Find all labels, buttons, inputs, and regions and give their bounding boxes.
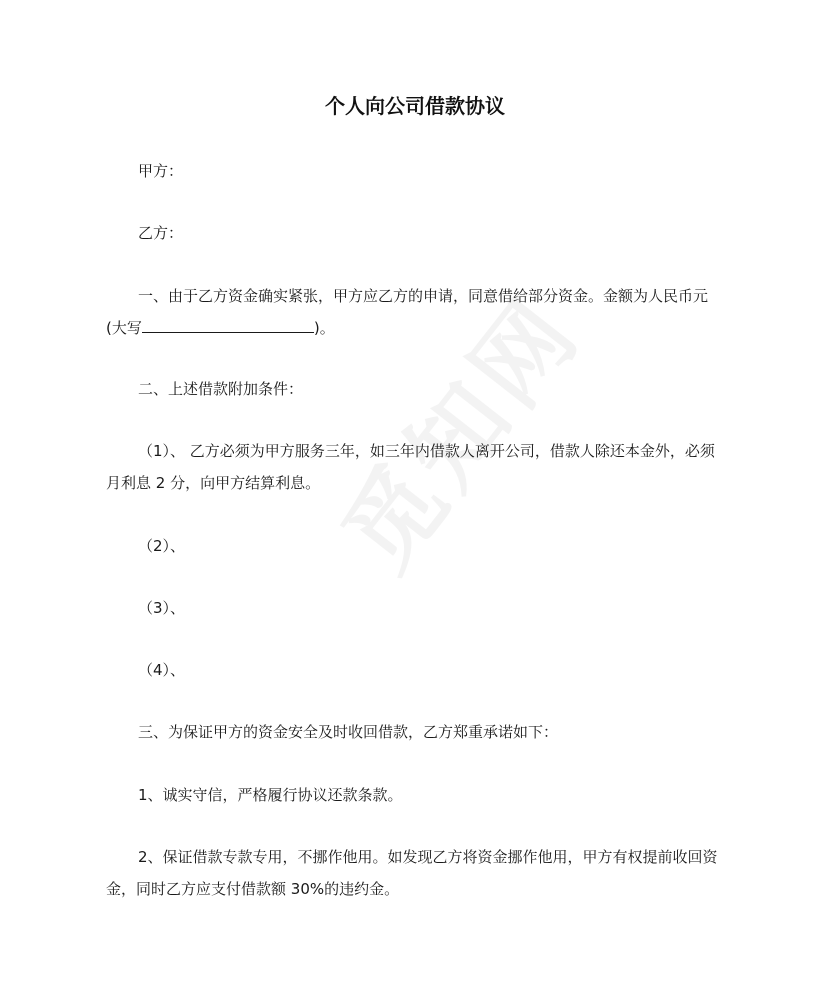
party-a-line: 甲方： [138, 162, 184, 180]
clause-2: 二、上述借款附加条件： [138, 380, 304, 398]
condition-2: （2）、 [138, 537, 186, 555]
condition-1: （1）、 乙方必须为甲方服务三年，如三年内借款人离开公司，借款人除还本金外，必须月利息 2 分，向甲方结算利息。 [106, 442, 715, 492]
party-b-line: 乙方： [138, 224, 184, 242]
clause-1-suffix: )。 [313, 319, 335, 337]
clause-1 [106, 280, 726, 344]
condition-3: （3）、 [138, 599, 186, 617]
document-title: 个人向公司借款协议 [325, 94, 505, 118]
condition-4: （4）、 [138, 661, 186, 679]
clause-3: 三、为保证甲方的资金安全及时收回借款，乙方郑重承诺如下： [138, 723, 559, 741]
clause-1-text: 一、由于乙方资金确实紧张，甲方应乙方的申请，同意借给部分资金。金额为人民币 [138, 287, 694, 305]
promise-2: 2、保证借款专款专用，不挪作他用。如发现乙方将资金挪作他用，甲方有权提前收回资金，同时乙方应支付借款额 30%的违约金。 [106, 848, 718, 898]
amount-blank[interactable] [142, 318, 314, 333]
clause-1-prefix: 元(大写 [106, 287, 709, 337]
promise-1: 1、诚实守信，严格履行协议还款条款。 [138, 786, 403, 804]
